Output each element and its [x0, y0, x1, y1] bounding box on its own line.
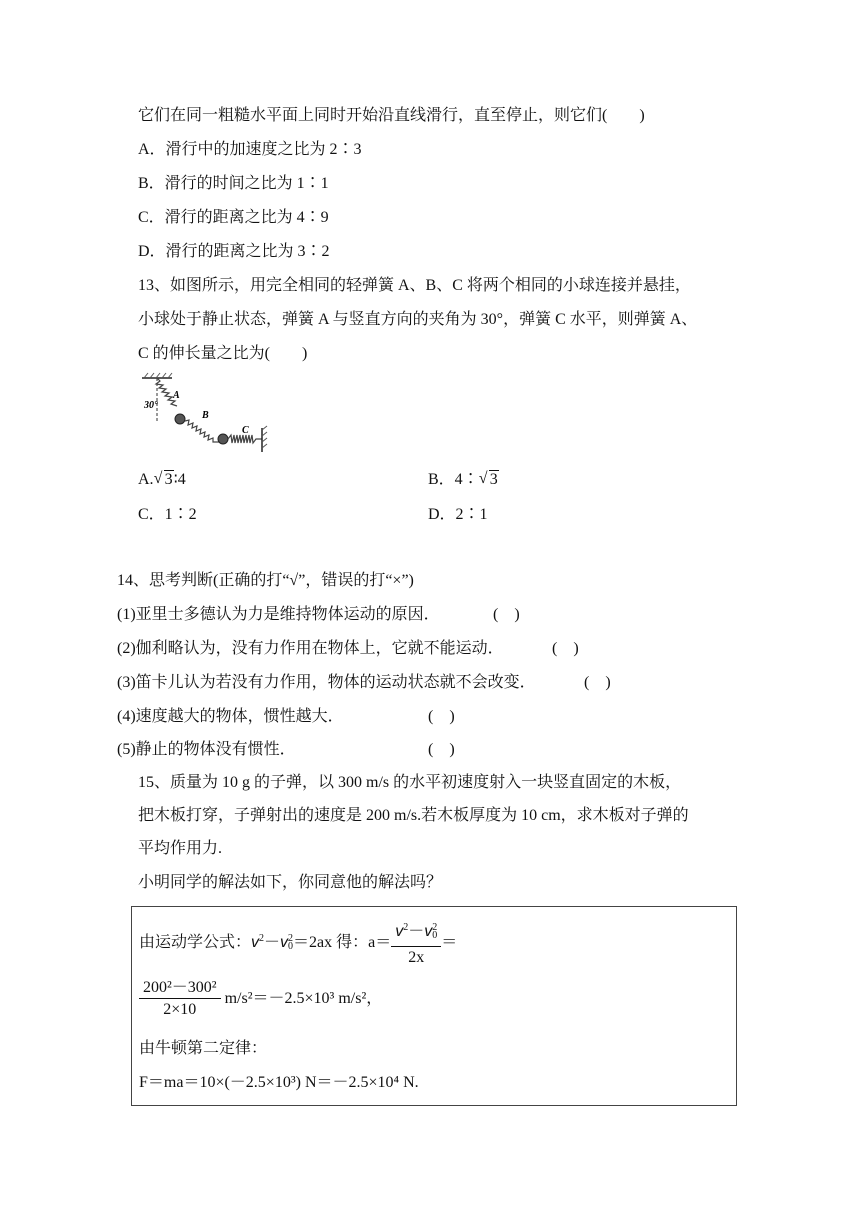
acceleration-numerator: $v^2-v^2_0$ — [391, 918, 441, 947]
q13-line-1: 13、如图所示，用完全相同的轻弹簧 A、B、C 将两个相同的小球连接并悬挂， — [138, 277, 691, 294]
force-result: F＝ma＝10×(－2.5×10³) N＝－2.5×10⁴ N. — [139, 1074, 419, 1091]
v0-symbol: v — [280, 934, 289, 951]
q14-item-2-blank[interactable]: ( ) — [552, 640, 579, 657]
q12-stem-tail: 它们在同一粗糙水平面上同时开始沿直线滑行，直至停止，则它们( ) — [138, 107, 645, 124]
q14-item-4-blank[interactable]: ( ) — [428, 708, 455, 725]
angle-label: 30° — [144, 400, 158, 411]
acceleration-fraction — [391, 918, 441, 969]
q15-line-2: 把木板打穿，子弹射出的速度是 200 m/s.若木板厚度为 10 cm，求木板对子弹的 — [138, 807, 689, 824]
q14-item-3: (3)笛卡儿认为若没有力作用，物体的运动状态就不会改变． — [117, 674, 536, 691]
q13-option-a-prefix: A. — [138, 471, 154, 488]
q12-option-c: C．滑行的距离之比为 4∶9 — [138, 209, 329, 226]
q13-option-b-radicand: 3 — [489, 471, 498, 488]
spring-c-label: C — [242, 425, 249, 436]
formula-prefix: 由运动学公式： — [139, 934, 252, 951]
q13-line-2: 小球处于静止状态，弹簧 A 与竖直方向的夹角为 30°，弹簧 C 水平，则弹簧 A、 — [138, 311, 698, 328]
q13-option-c: C．1∶2 — [138, 506, 197, 523]
numeric-substitution — [139, 977, 382, 1021]
q13-option-b — [428, 470, 499, 490]
q12-option-b: B．滑行的时间之比为 1∶1 — [138, 175, 329, 192]
q13-option-a — [138, 470, 186, 490]
kinematics-formula: 由运动学公式：$v^2-v^2_0=2ax$ 得：a＝ $\frac{v^2-v^2_0}{2x}$ ＝ — [139, 917, 457, 969]
spring-b-label: B — [202, 410, 209, 421]
spring-b — [185, 420, 221, 442]
numeric-fraction — [139, 978, 221, 1021]
ball-2 — [218, 434, 228, 444]
q14-item-1-blank[interactable]: ( ) — [493, 606, 520, 623]
q12-option-d: D．滑行的距离之比为 3∶2 — [138, 243, 330, 260]
equals-sign: ＝ — [441, 934, 458, 951]
spring-a-label: A — [173, 390, 180, 401]
q15-line-1: 15、质量为 10 g 的子弹，以 300 m/s 的水平初速度射入一块竖直固定的木板， — [138, 774, 682, 791]
acceleration-denominator: 2x — [408, 948, 425, 966]
sqrt-symbol — [155, 470, 174, 490]
q14-item-5-blank[interactable]: ( ) — [428, 741, 455, 758]
numeric-denominator: 2×10 — [163, 1000, 197, 1018]
acceleration-result: m/s²＝－2.5×10³ m/s²， — [220, 990, 383, 1007]
q15-line-3: 平均作用力. — [138, 840, 223, 857]
superscript-2: 2 — [259, 933, 265, 944]
q14-item-3-blank[interactable]: ( ) — [584, 674, 611, 691]
q14-item-1: (1)亚里士多德认为力是维持物体运动的原因． — [117, 606, 440, 623]
q13-option-a-suffix: ∶4 — [173, 471, 186, 488]
spring-ball-figure — [138, 372, 270, 454]
v0-scripts: $^2_0$ — [288, 933, 294, 952]
q13-option-d: D．2∶1 — [428, 506, 488, 523]
q14-item-5: (5)静止的物体没有惯性． — [117, 741, 296, 758]
newton-law-label: 由牛顿第二定律： — [139, 1040, 268, 1057]
q12-option-a: A．滑行中的加速度之比为 2∶3 — [138, 141, 362, 158]
q13-option-b-prefix: B．4∶ — [428, 471, 479, 488]
spring-c — [228, 435, 262, 443]
q14-item-4: (4)速度越大的物体，惯性越大． — [117, 708, 344, 725]
q14-title: 14、思考判断(正确的打“√”，错误的打“×”) — [117, 572, 414, 589]
v-symbol: v — [251, 934, 260, 951]
ball-1 — [175, 414, 185, 424]
formula-mid: ＝2ax 得：a＝ — [293, 934, 392, 951]
q13-option-a-radicand: 3 — [164, 471, 173, 488]
sqrt-symbol — [480, 470, 499, 490]
q13-line-3: C 的伸长量之比为( ) — [138, 345, 308, 362]
solution-box — [131, 906, 737, 1106]
q15-line-4: 小明同学的解法如下，你同意他的解法吗？ — [138, 874, 443, 891]
numeric-numerator: 200²－300² — [139, 978, 221, 999]
q14-item-2: (2)伽利略认为，没有力作用在物体上，它就不能运动． — [117, 640, 504, 657]
